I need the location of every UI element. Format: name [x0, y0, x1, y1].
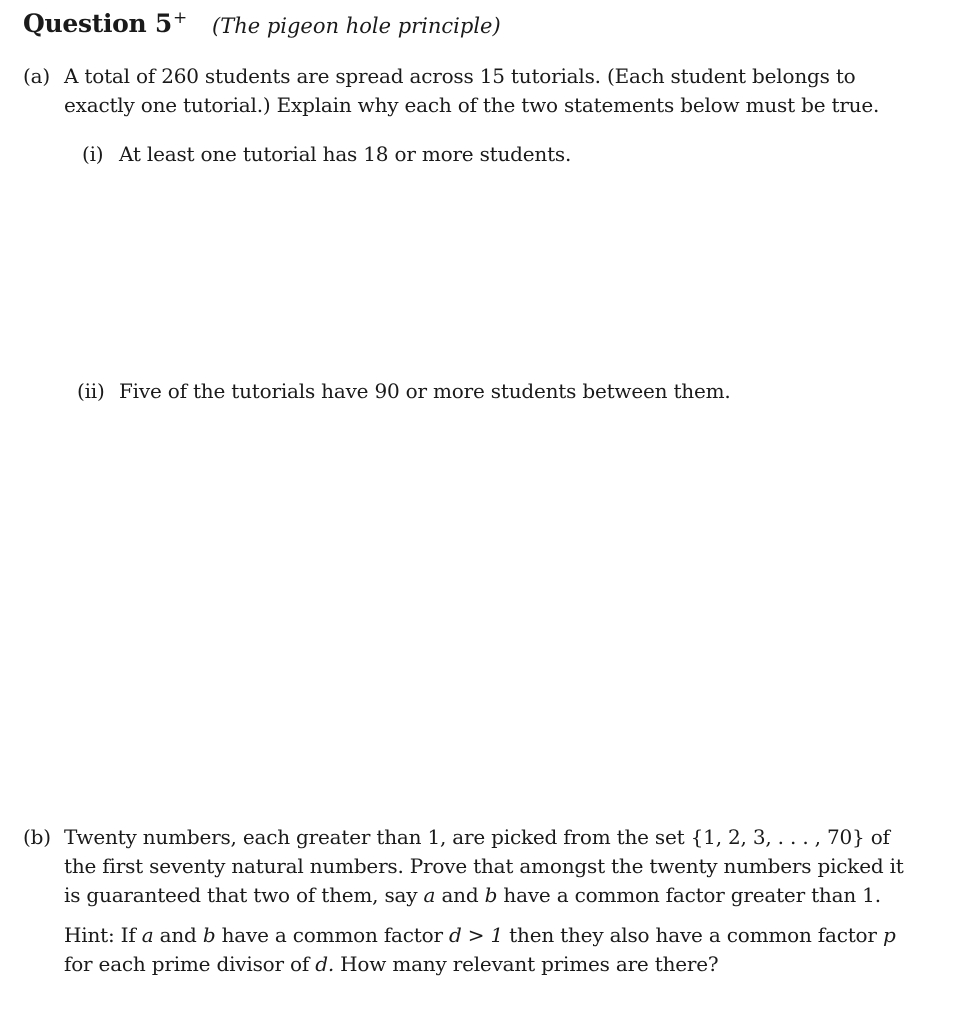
part-b-line-1-pre: Twenty numbers, each greater than 1, are picked from the set	[64, 825, 685, 849]
hint-pre: Hint: If	[64, 923, 136, 947]
hint-and: and	[159, 923, 197, 947]
hint-mid-2: then they also have a common factor	[509, 923, 877, 947]
part-a-line-2: exactly one tutorial.) Explain why each of the two statements below must be true.	[64, 93, 880, 117]
part-a-item-ii-label: (ii)	[77, 379, 105, 403]
part-b-line-1	[64, 823, 890, 852]
hint-var-b: b	[202, 923, 216, 947]
part-b-line-2: the first seventy natural numbers. Prove that amongst the twenty numbers picked it	[64, 854, 904, 878]
set-expression: {1, 2, 3, . . . , 70}	[690, 825, 865, 849]
part-b-line-3-pre: is guaranteed that two of them, say	[64, 883, 418, 907]
hint-line-1	[64, 921, 896, 950]
part-b-line-1-post: of	[870, 825, 890, 849]
part-b-label: (b)	[23, 825, 51, 849]
hint-line-2	[64, 950, 718, 979]
part-b-line-3	[64, 881, 881, 910]
hint-var-a: a	[141, 923, 154, 947]
hint-var-p: p	[882, 923, 896, 947]
part-a-label: (a)	[23, 64, 50, 88]
part-a-item-ii-text: Five of the tutorials have 90 or more students between them.	[119, 379, 731, 403]
word-and: and	[441, 883, 479, 907]
hint-condition: d > 1	[448, 923, 503, 947]
var-b: b	[484, 883, 498, 907]
var-a: a	[423, 883, 436, 907]
part-a-item-i-label: (i)	[82, 142, 104, 166]
hint-line-2-post: How many relevant primes are there?	[340, 952, 719, 976]
hint-line-2-pre: for each prime divisor of	[64, 952, 310, 976]
part-a-line-1: A total of 260 students are spread across 15 tutorials. (Each student belongs to	[64, 64, 856, 88]
part-b-line-3-post: have a common factor greater than 1.	[503, 883, 881, 907]
question-subtitle: (The pigeon hole principle)	[212, 14, 501, 38]
hint-var-d: d.	[315, 952, 334, 976]
question-superscript: +	[172, 8, 187, 28]
question-title-text: Question 5	[23, 9, 172, 38]
question-title	[23, 8, 187, 38]
hint-mid: have a common factor	[221, 923, 443, 947]
part-a-item-i-text: At least one tutorial has 18 or more students.	[119, 142, 572, 166]
